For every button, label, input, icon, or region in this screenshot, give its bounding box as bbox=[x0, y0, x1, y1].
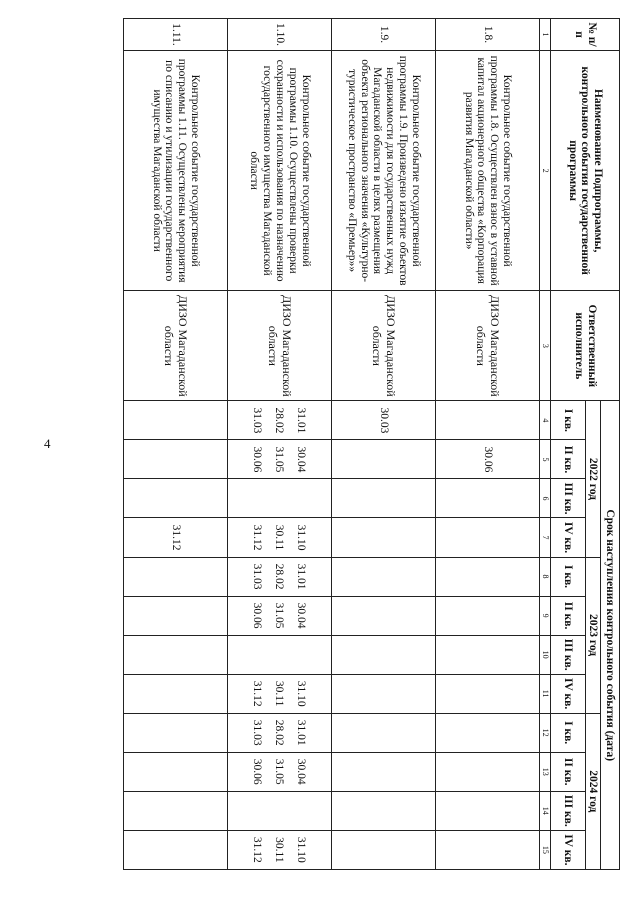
header-q4: IV кв. bbox=[551, 830, 586, 869]
page-number: 4 bbox=[44, 436, 51, 451]
date-cell bbox=[436, 479, 540, 518]
date-value: 30.11 bbox=[273, 680, 286, 707]
date-cell bbox=[228, 713, 332, 752]
responsible-executor: ДИЗО Магаданской области bbox=[332, 291, 436, 401]
date-cell bbox=[332, 596, 436, 635]
event-name: Контрольное событие государственной программы 1.8. Осуществлен взнос в уставной капитал акционерного общества «Корпорация развития Магаданской области» bbox=[436, 51, 540, 291]
column-number: 5 bbox=[540, 440, 551, 479]
date-value: 31.03 bbox=[251, 719, 264, 746]
date-cell bbox=[124, 674, 228, 713]
header-q4: IV кв. bbox=[551, 674, 586, 713]
date-cell bbox=[436, 830, 540, 869]
date-cell bbox=[228, 752, 332, 791]
header-year-2023: 2023 год bbox=[586, 557, 601, 713]
header-deadline: Срок наступления контрольного события (дата) bbox=[601, 401, 620, 870]
date-cell bbox=[124, 752, 228, 791]
date-cell bbox=[332, 557, 436, 596]
date-cell bbox=[228, 674, 332, 713]
date-cell bbox=[436, 635, 540, 674]
date-cell bbox=[332, 713, 436, 752]
date-value: 31.01 bbox=[295, 407, 308, 434]
column-number: 2 bbox=[540, 51, 551, 291]
event-name: Контрольное событие государственной программы 1.9. Произведено изъятие объектов недвижимости для государственных нужд Магаданской области в целях размещения объекта регионального значения «Культурно-туристическое пространство «Премьер»» bbox=[332, 51, 436, 291]
date-value: 31.01 bbox=[295, 563, 308, 590]
date-cell bbox=[436, 791, 540, 830]
date-value: 30.04 bbox=[295, 602, 308, 629]
date-cell bbox=[228, 830, 332, 869]
date-value: 28.02 bbox=[273, 563, 286, 590]
date-value: 30.11 bbox=[273, 837, 286, 863]
control-events-table bbox=[123, 18, 620, 870]
date-cell bbox=[228, 518, 332, 557]
event-name: Контрольное событие государственной программы 1.11. Осуществлены мероприятия по списанию и утилизации государственного имущества Магаданской области bbox=[124, 51, 228, 291]
responsible-executor: ДИЗО Магаданской области bbox=[124, 291, 228, 401]
event-name: Контрольное событие государственной программы 1.10. Осуществлены проверки сохранности и использования по назначению государственного имущества Магаданской области bbox=[228, 51, 332, 291]
date-value: 30.06 bbox=[251, 446, 264, 473]
column-number: 13 bbox=[540, 752, 551, 791]
date-value: 31.10 bbox=[295, 524, 308, 551]
table-row bbox=[124, 19, 228, 870]
header-q3: III кв. bbox=[551, 791, 586, 830]
date-value: 31.05 bbox=[273, 758, 286, 785]
date-value: 30.04 bbox=[295, 446, 308, 473]
date-cell bbox=[228, 401, 332, 440]
table-row bbox=[228, 19, 332, 870]
date-value: 30.04 bbox=[295, 758, 308, 785]
date-cell bbox=[436, 401, 540, 440]
column-number: 15 bbox=[540, 830, 551, 869]
header-q1: I кв. bbox=[551, 557, 586, 596]
date-cell: 30.03 bbox=[332, 401, 436, 440]
date-cell bbox=[436, 596, 540, 635]
date-cell bbox=[124, 596, 228, 635]
date-cell bbox=[228, 479, 332, 518]
rotated-table-container bbox=[120, 18, 620, 870]
column-number: 4 bbox=[540, 401, 551, 440]
date-cell bbox=[436, 752, 540, 791]
date-cell bbox=[124, 479, 228, 518]
date-value: 31.12 bbox=[251, 680, 264, 707]
header-q2: II кв. bbox=[551, 752, 586, 791]
header-q3: III кв. bbox=[551, 479, 586, 518]
date-value: 31.05 bbox=[273, 446, 286, 473]
column-number: 1 bbox=[540, 19, 551, 51]
header-q2: II кв. bbox=[551, 596, 586, 635]
date-cell bbox=[436, 674, 540, 713]
row-number: 1.11. bbox=[124, 19, 228, 51]
column-number-row bbox=[540, 19, 551, 870]
column-number: 9 bbox=[540, 596, 551, 635]
header-q2: II кв. bbox=[551, 440, 586, 479]
date-cell bbox=[228, 791, 332, 830]
date-cell bbox=[124, 713, 228, 752]
date-cell bbox=[124, 401, 228, 440]
header-q4: IV кв. bbox=[551, 518, 586, 557]
date-cell: 31.12 bbox=[124, 518, 228, 557]
header-no: № п/п bbox=[551, 19, 620, 51]
header-q1: I кв. bbox=[551, 713, 586, 752]
row-number: 1.8. bbox=[436, 19, 540, 51]
date-cell bbox=[124, 440, 228, 479]
date-cell bbox=[332, 830, 436, 869]
date-value: 30.06 bbox=[251, 758, 264, 785]
date-cell bbox=[332, 752, 436, 791]
table-row bbox=[436, 19, 540, 870]
column-number: 3 bbox=[540, 291, 551, 401]
column-number: 10 bbox=[540, 635, 551, 674]
date-value: 30.11 bbox=[273, 524, 286, 551]
date-cell bbox=[332, 479, 436, 518]
date-value: 28.02 bbox=[273, 407, 286, 434]
table-row bbox=[332, 19, 436, 870]
date-cell bbox=[436, 713, 540, 752]
header-q3: III кв. bbox=[551, 635, 586, 674]
header-year-2024: 2024 год bbox=[586, 713, 601, 869]
row-number: 1.9. bbox=[332, 19, 436, 51]
date-cell bbox=[228, 596, 332, 635]
date-value: 28.02 bbox=[273, 719, 286, 746]
responsible-executor: ДИЗО Магаданской области bbox=[228, 291, 332, 401]
column-number: 6 bbox=[540, 479, 551, 518]
date-cell bbox=[124, 830, 228, 869]
table-body bbox=[124, 19, 540, 870]
date-cell bbox=[332, 635, 436, 674]
date-value: 31.03 bbox=[251, 563, 264, 590]
date-value: 31.12 bbox=[251, 524, 264, 551]
date-cell bbox=[124, 791, 228, 830]
date-value: 30.06 bbox=[251, 602, 264, 629]
date-cell bbox=[332, 674, 436, 713]
date-value: 31.03 bbox=[251, 407, 264, 434]
column-number: 7 bbox=[540, 518, 551, 557]
header-name: Наименование Подпрограммы, контрольного события государственной программы bbox=[551, 51, 620, 291]
date-cell bbox=[228, 440, 332, 479]
header-year-2022: 2022 год bbox=[586, 401, 601, 557]
date-cell bbox=[436, 518, 540, 557]
date-cell bbox=[124, 557, 228, 596]
column-number: 8 bbox=[540, 557, 551, 596]
date-cell bbox=[124, 635, 228, 674]
date-cell bbox=[228, 557, 332, 596]
date-value: 31.05 bbox=[273, 602, 286, 629]
date-cell: 30.06 bbox=[436, 440, 540, 479]
date-cell bbox=[436, 557, 540, 596]
column-number: 11 bbox=[540, 674, 551, 713]
row-number: 1.10. bbox=[228, 19, 332, 51]
date-value: 31.12 bbox=[251, 836, 264, 863]
date-value: 31.10 bbox=[295, 836, 308, 863]
date-value: 31.01 bbox=[295, 719, 308, 746]
date-value: 31.10 bbox=[295, 680, 308, 707]
date-cell bbox=[228, 635, 332, 674]
responsible-executor: ДИЗО Магаданской области bbox=[436, 291, 540, 401]
date-cell bbox=[332, 791, 436, 830]
header-responsible: Ответственный исполнитель bbox=[551, 291, 620, 401]
column-number: 14 bbox=[540, 791, 551, 830]
column-number: 12 bbox=[540, 713, 551, 752]
date-cell bbox=[332, 518, 436, 557]
date-cell bbox=[332, 440, 436, 479]
header-q1: I кв. bbox=[551, 401, 586, 440]
